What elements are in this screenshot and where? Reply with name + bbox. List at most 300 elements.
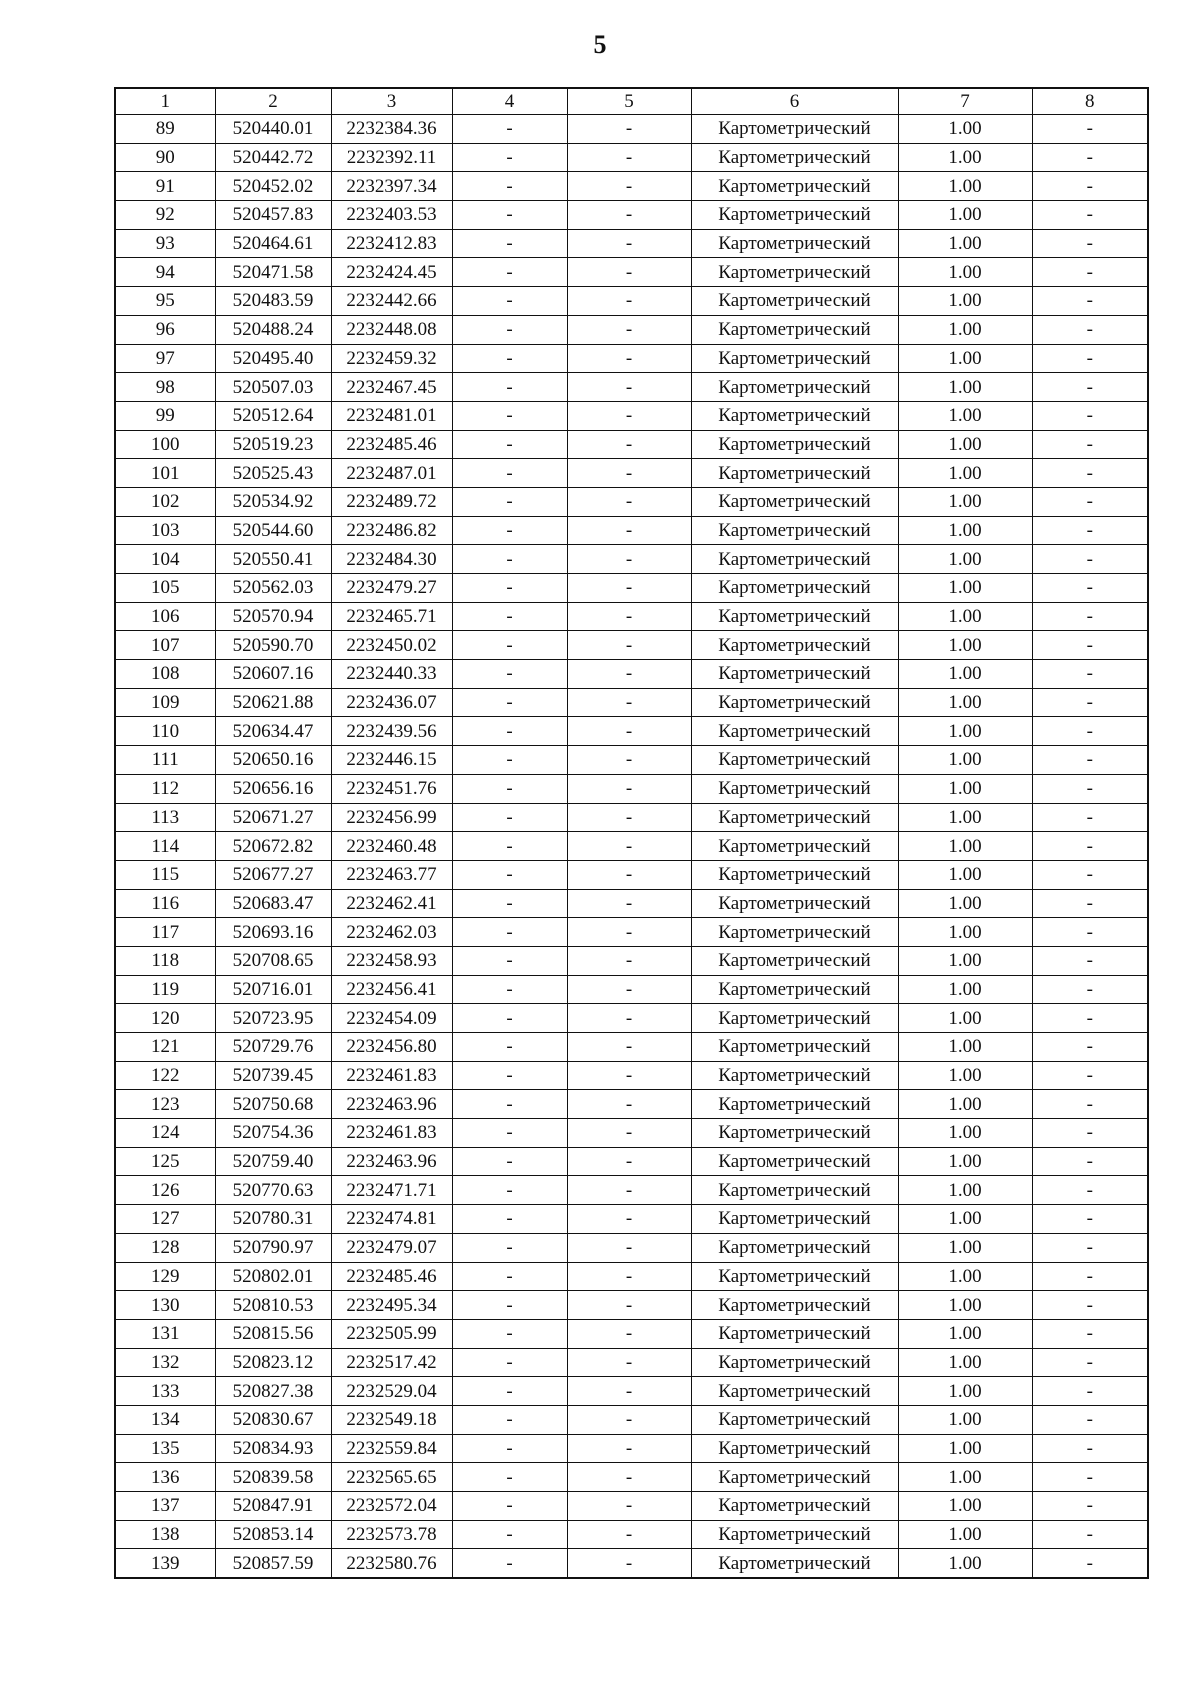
method-cell: Картометрический [691,918,898,947]
column-5-cell: - [567,660,691,689]
column-5-cell: - [567,1205,691,1234]
y-coordinate-cell: 2232529.04 [331,1377,452,1406]
column-8-cell: - [1032,430,1148,459]
column-5-cell: - [567,774,691,803]
point-number-cell: 100 [115,430,215,459]
table-row [115,660,1148,689]
column-4-cell: - [452,1549,567,1578]
accuracy-cell: 1.00 [898,832,1032,861]
x-coordinate-cell: 520507.03 [215,373,331,402]
accuracy-cell: 1.00 [898,1004,1032,1033]
y-coordinate-cell: 2232392.11 [331,143,452,172]
x-coordinate-cell: 520708.65 [215,946,331,975]
table-row [115,1319,1148,1348]
table-row [115,860,1148,889]
column-header: 6 [691,88,898,115]
method-cell: Картометрический [691,602,898,631]
table-row [115,172,1148,201]
table-row [115,401,1148,430]
table-row [115,315,1148,344]
x-coordinate-cell: 520534.92 [215,487,331,516]
y-coordinate-cell: 2232474.81 [331,1205,452,1234]
point-number-cell: 123 [115,1090,215,1119]
method-cell: Картометрический [691,1090,898,1119]
column-8-cell: - [1032,373,1148,402]
table-row [115,746,1148,775]
point-number-cell: 131 [115,1319,215,1348]
column-8-cell: - [1032,774,1148,803]
column-8-cell: - [1032,1434,1148,1463]
column-8-cell: - [1032,1205,1148,1234]
column-8-cell: - [1032,1520,1148,1549]
column-5-cell: - [567,1147,691,1176]
table-row [115,1004,1148,1033]
column-4-cell: - [452,1090,567,1119]
column-5-cell: - [567,1492,691,1521]
x-coordinate-cell: 520729.76 [215,1033,331,1062]
y-coordinate-cell: 2232479.07 [331,1233,452,1262]
x-coordinate-cell: 520780.31 [215,1205,331,1234]
method-cell: Картометрический [691,516,898,545]
table-row [115,688,1148,717]
column-8-cell: - [1032,975,1148,1004]
accuracy-cell: 1.00 [898,459,1032,488]
point-number-cell: 132 [115,1348,215,1377]
point-number-cell: 93 [115,229,215,258]
page-number: 5 [593,30,607,59]
y-coordinate-cell: 2232463.96 [331,1090,452,1119]
y-coordinate-cell: 2232456.80 [331,1033,452,1062]
column-4-cell: - [452,545,567,574]
y-coordinate-cell: 2232481.01 [331,401,452,430]
table-row [115,1377,1148,1406]
column-4-cell: - [452,172,567,201]
y-coordinate-cell: 2232495.34 [331,1291,452,1320]
x-coordinate-cell: 520716.01 [215,975,331,1004]
method-cell: Картометрический [691,401,898,430]
y-coordinate-cell: 2232458.93 [331,946,452,975]
point-number-cell: 112 [115,774,215,803]
y-coordinate-cell: 2232462.41 [331,889,452,918]
column-8-cell: - [1032,344,1148,373]
y-coordinate-cell: 2232459.32 [331,344,452,373]
column-4-cell: - [452,1147,567,1176]
y-coordinate-cell: 2232517.42 [331,1348,452,1377]
column-4-cell: - [452,258,567,287]
x-coordinate-cell: 520607.16 [215,660,331,689]
column-5-cell: - [567,860,691,889]
column-8-cell: - [1032,545,1148,574]
x-coordinate-cell: 520671.27 [215,803,331,832]
accuracy-cell: 1.00 [898,1492,1032,1521]
accuracy-cell: 1.00 [898,545,1032,574]
table-row [115,1233,1148,1262]
table-row [115,1061,1148,1090]
method-cell: Картометрический [691,143,898,172]
column-header: 3 [331,88,452,115]
point-number-cell: 107 [115,631,215,660]
method-cell: Картометрический [691,459,898,488]
y-coordinate-cell: 2232403.53 [331,201,452,230]
point-number-cell: 95 [115,287,215,316]
column-4-cell: - [452,602,567,631]
method-cell: Картометрический [691,1377,898,1406]
table-row [115,602,1148,631]
x-coordinate-cell: 520754.36 [215,1119,331,1148]
x-coordinate-cell: 520550.41 [215,545,331,574]
y-coordinate-cell: 2232424.45 [331,258,452,287]
table-header [115,88,1148,115]
point-number-cell: 101 [115,459,215,488]
column-5-cell: - [567,1405,691,1434]
column-4-cell: - [452,803,567,832]
column-header: 2 [215,88,331,115]
table-row [115,1549,1148,1578]
point-number-cell: 130 [115,1291,215,1320]
point-number-cell: 106 [115,602,215,631]
accuracy-cell: 1.00 [898,1147,1032,1176]
point-number-cell: 99 [115,401,215,430]
x-coordinate-cell: 520770.63 [215,1176,331,1205]
point-number-cell: 129 [115,1262,215,1291]
column-4-cell: - [452,1119,567,1148]
column-4-cell: - [452,574,567,603]
table-row [115,201,1148,230]
column-8-cell: - [1032,1262,1148,1291]
column-4-cell: - [452,889,567,918]
point-number-cell: 114 [115,832,215,861]
column-4-cell: - [452,115,567,144]
method-cell: Картометрический [691,115,898,144]
column-5-cell: - [567,459,691,488]
y-coordinate-cell: 2232454.09 [331,1004,452,1033]
table-row [115,287,1148,316]
y-coordinate-cell: 2232461.83 [331,1061,452,1090]
method-cell: Картометрический [691,688,898,717]
accuracy-cell: 1.00 [898,1090,1032,1119]
x-coordinate-cell: 520739.45 [215,1061,331,1090]
column-5-cell: - [567,574,691,603]
table-row [115,832,1148,861]
x-coordinate-cell: 520495.40 [215,344,331,373]
method-cell: Картометрический [691,1463,898,1492]
method-cell: Картометрический [691,1119,898,1148]
accuracy-cell: 1.00 [898,315,1032,344]
method-cell: Картометрический [691,1147,898,1176]
x-coordinate-cell: 520723.95 [215,1004,331,1033]
point-number-cell: 124 [115,1119,215,1148]
accuracy-cell: 1.00 [898,803,1032,832]
column-header: 7 [898,88,1032,115]
column-5-cell: - [567,115,691,144]
method-cell: Картометрический [691,774,898,803]
accuracy-cell: 1.00 [898,258,1032,287]
column-4-cell: - [452,1492,567,1521]
column-8-cell: - [1032,688,1148,717]
y-coordinate-cell: 2232559.84 [331,1434,452,1463]
x-coordinate-cell: 520483.59 [215,287,331,316]
point-number-cell: 97 [115,344,215,373]
method-cell: Картометрический [691,315,898,344]
x-coordinate-cell: 520815.56 [215,1319,331,1348]
x-coordinate-cell: 520570.94 [215,602,331,631]
column-4-cell: - [452,344,567,373]
table-row [115,1090,1148,1119]
point-number-cell: 113 [115,803,215,832]
point-number-cell: 110 [115,717,215,746]
method-cell: Картометрический [691,889,898,918]
x-coordinate-cell: 520834.93 [215,1434,331,1463]
table-row [115,975,1148,1004]
column-5-cell: - [567,1520,691,1549]
method-cell: Картометрический [691,344,898,373]
y-coordinate-cell: 2232461.83 [331,1119,452,1148]
column-5-cell: - [567,1233,691,1262]
method-cell: Картометрический [691,1176,898,1205]
point-number-cell: 109 [115,688,215,717]
method-cell: Картометрический [691,1434,898,1463]
column-5-cell: - [567,803,691,832]
x-coordinate-cell: 520857.59 [215,1549,331,1578]
point-number-cell: 89 [115,115,215,144]
column-8-cell: - [1032,803,1148,832]
column-4-cell: - [452,1520,567,1549]
column-8-cell: - [1032,1233,1148,1262]
y-coordinate-cell: 2232487.01 [331,459,452,488]
column-5-cell: - [567,746,691,775]
point-number-cell: 120 [115,1004,215,1033]
column-8-cell: - [1032,1119,1148,1148]
accuracy-cell: 1.00 [898,1205,1032,1234]
table-row [115,803,1148,832]
accuracy-cell: 1.00 [898,1291,1032,1320]
column-header: 1 [115,88,215,115]
y-coordinate-cell: 2232451.76 [331,774,452,803]
column-5-cell: - [567,631,691,660]
table-row [115,487,1148,516]
column-4-cell: - [452,774,567,803]
table-row [115,1262,1148,1291]
table-row [115,1434,1148,1463]
method-cell: Картометрический [691,860,898,889]
table-row [115,1176,1148,1205]
method-cell: Картометрический [691,1319,898,1348]
point-number-cell: 136 [115,1463,215,1492]
table-row [115,1119,1148,1148]
point-number-cell: 121 [115,1033,215,1062]
x-coordinate-cell: 520830.67 [215,1405,331,1434]
column-8-cell: - [1032,1176,1148,1205]
method-cell: Картометрический [691,1004,898,1033]
accuracy-cell: 1.00 [898,918,1032,947]
y-coordinate-cell: 2232463.96 [331,1147,452,1176]
method-cell: Картометрический [691,631,898,660]
table-row [115,1033,1148,1062]
column-4-cell: - [452,688,567,717]
table-row [115,889,1148,918]
column-5-cell: - [567,201,691,230]
y-coordinate-cell: 2232471.71 [331,1176,452,1205]
point-number-cell: 116 [115,889,215,918]
table-row [115,430,1148,459]
method-cell: Картометрический [691,803,898,832]
point-number-cell: 118 [115,946,215,975]
point-number-cell: 138 [115,1520,215,1549]
column-4-cell: - [452,143,567,172]
x-coordinate-cell: 520683.47 [215,889,331,918]
accuracy-cell: 1.00 [898,229,1032,258]
column-5-cell: - [567,1004,691,1033]
accuracy-cell: 1.00 [898,115,1032,144]
column-8-cell: - [1032,631,1148,660]
x-coordinate-cell: 520512.64 [215,401,331,430]
column-8-cell: - [1032,918,1148,947]
y-coordinate-cell: 2232485.46 [331,430,452,459]
accuracy-cell: 1.00 [898,1463,1032,1492]
column-4-cell: - [452,1233,567,1262]
x-coordinate-cell: 520452.02 [215,172,331,201]
header-row [115,88,1148,115]
column-5-cell: - [567,172,691,201]
x-coordinate-cell: 520471.58 [215,258,331,287]
accuracy-cell: 1.00 [898,631,1032,660]
method-cell: Картометрический [691,1348,898,1377]
column-8-cell: - [1032,574,1148,603]
accuracy-cell: 1.00 [898,1405,1032,1434]
column-4-cell: - [452,975,567,1004]
x-coordinate-cell: 520827.38 [215,1377,331,1406]
table-row [115,1348,1148,1377]
x-coordinate-cell: 520693.16 [215,918,331,947]
table-row [115,1405,1148,1434]
column-5-cell: - [567,344,691,373]
column-5-cell: - [567,1377,691,1406]
method-cell: Картометрический [691,287,898,316]
y-coordinate-cell: 2232412.83 [331,229,452,258]
accuracy-cell: 1.00 [898,574,1032,603]
column-4-cell: - [452,832,567,861]
accuracy-cell: 1.00 [898,373,1032,402]
method-cell: Картометрический [691,717,898,746]
accuracy-cell: 1.00 [898,1434,1032,1463]
column-5-cell: - [567,1319,691,1348]
x-coordinate-cell: 520656.16 [215,774,331,803]
column-header: 4 [452,88,567,115]
column-8-cell: - [1032,1147,1148,1176]
y-coordinate-cell: 2232580.76 [331,1549,452,1578]
accuracy-cell: 1.00 [898,889,1032,918]
column-4-cell: - [452,1463,567,1492]
column-4-cell: - [452,459,567,488]
point-number-cell: 139 [115,1549,215,1578]
column-8-cell: - [1032,889,1148,918]
column-4-cell: - [452,631,567,660]
accuracy-cell: 1.00 [898,401,1032,430]
column-8-cell: - [1032,602,1148,631]
x-coordinate-cell: 520839.58 [215,1463,331,1492]
y-coordinate-cell: 2232442.66 [331,287,452,316]
table-body [115,115,1148,1579]
accuracy-cell: 1.00 [898,344,1032,373]
column-4-cell: - [452,430,567,459]
column-5-cell: - [567,1033,691,1062]
column-8-cell: - [1032,143,1148,172]
point-number-cell: 90 [115,143,215,172]
point-number-cell: 92 [115,201,215,230]
column-4-cell: - [452,1377,567,1406]
accuracy-cell: 1.00 [898,487,1032,516]
table-row [115,1520,1148,1549]
column-5-cell: - [567,143,691,172]
y-coordinate-cell: 2232446.15 [331,746,452,775]
accuracy-cell: 1.00 [898,602,1032,631]
accuracy-cell: 1.00 [898,717,1032,746]
method-cell: Картометрический [691,746,898,775]
column-5-cell: - [567,832,691,861]
column-8-cell: - [1032,229,1148,258]
column-4-cell: - [452,918,567,947]
table-row [115,545,1148,574]
y-coordinate-cell: 2232436.07 [331,688,452,717]
table-row [115,229,1148,258]
point-number-cell: 134 [115,1405,215,1434]
accuracy-cell: 1.00 [898,774,1032,803]
method-cell: Картометрический [691,1520,898,1549]
point-number-cell: 137 [115,1492,215,1521]
column-4-cell: - [452,1004,567,1033]
x-coordinate-cell: 520464.61 [215,229,331,258]
accuracy-cell: 1.00 [898,516,1032,545]
y-coordinate-cell: 2232479.27 [331,574,452,603]
accuracy-cell: 1.00 [898,1262,1032,1291]
point-number-cell: 108 [115,660,215,689]
column-5-cell: - [567,287,691,316]
y-coordinate-cell: 2232486.82 [331,516,452,545]
column-header: 5 [567,88,691,115]
table-row [115,143,1148,172]
x-coordinate-cell: 520672.82 [215,832,331,861]
method-cell: Картометрический [691,1262,898,1291]
y-coordinate-cell: 2232397.34 [331,172,452,201]
column-5-cell: - [567,516,691,545]
x-coordinate-cell: 520621.88 [215,688,331,717]
y-coordinate-cell: 2232456.41 [331,975,452,1004]
method-cell: Картометрический [691,1549,898,1578]
accuracy-cell: 1.00 [898,1033,1032,1062]
x-coordinate-cell: 520442.72 [215,143,331,172]
y-coordinate-cell: 2232440.33 [331,660,452,689]
point-number-cell: 104 [115,545,215,574]
column-5-cell: - [567,717,691,746]
accuracy-cell: 1.00 [898,172,1032,201]
column-5-cell: - [567,373,691,402]
y-coordinate-cell: 2232489.72 [331,487,452,516]
column-8-cell: - [1032,1090,1148,1119]
column-8-cell: - [1032,1348,1148,1377]
method-cell: Картометрический [691,1233,898,1262]
y-coordinate-cell: 2232456.99 [331,803,452,832]
x-coordinate-cell: 520790.97 [215,1233,331,1262]
table-row [115,1205,1148,1234]
method-cell: Картометрический [691,946,898,975]
y-coordinate-cell: 2232485.46 [331,1262,452,1291]
column-4-cell: - [452,1405,567,1434]
column-8-cell: - [1032,1463,1148,1492]
table-row [115,717,1148,746]
column-5-cell: - [567,258,691,287]
x-coordinate-cell: 520802.01 [215,1262,331,1291]
method-cell: Картометрический [691,229,898,258]
